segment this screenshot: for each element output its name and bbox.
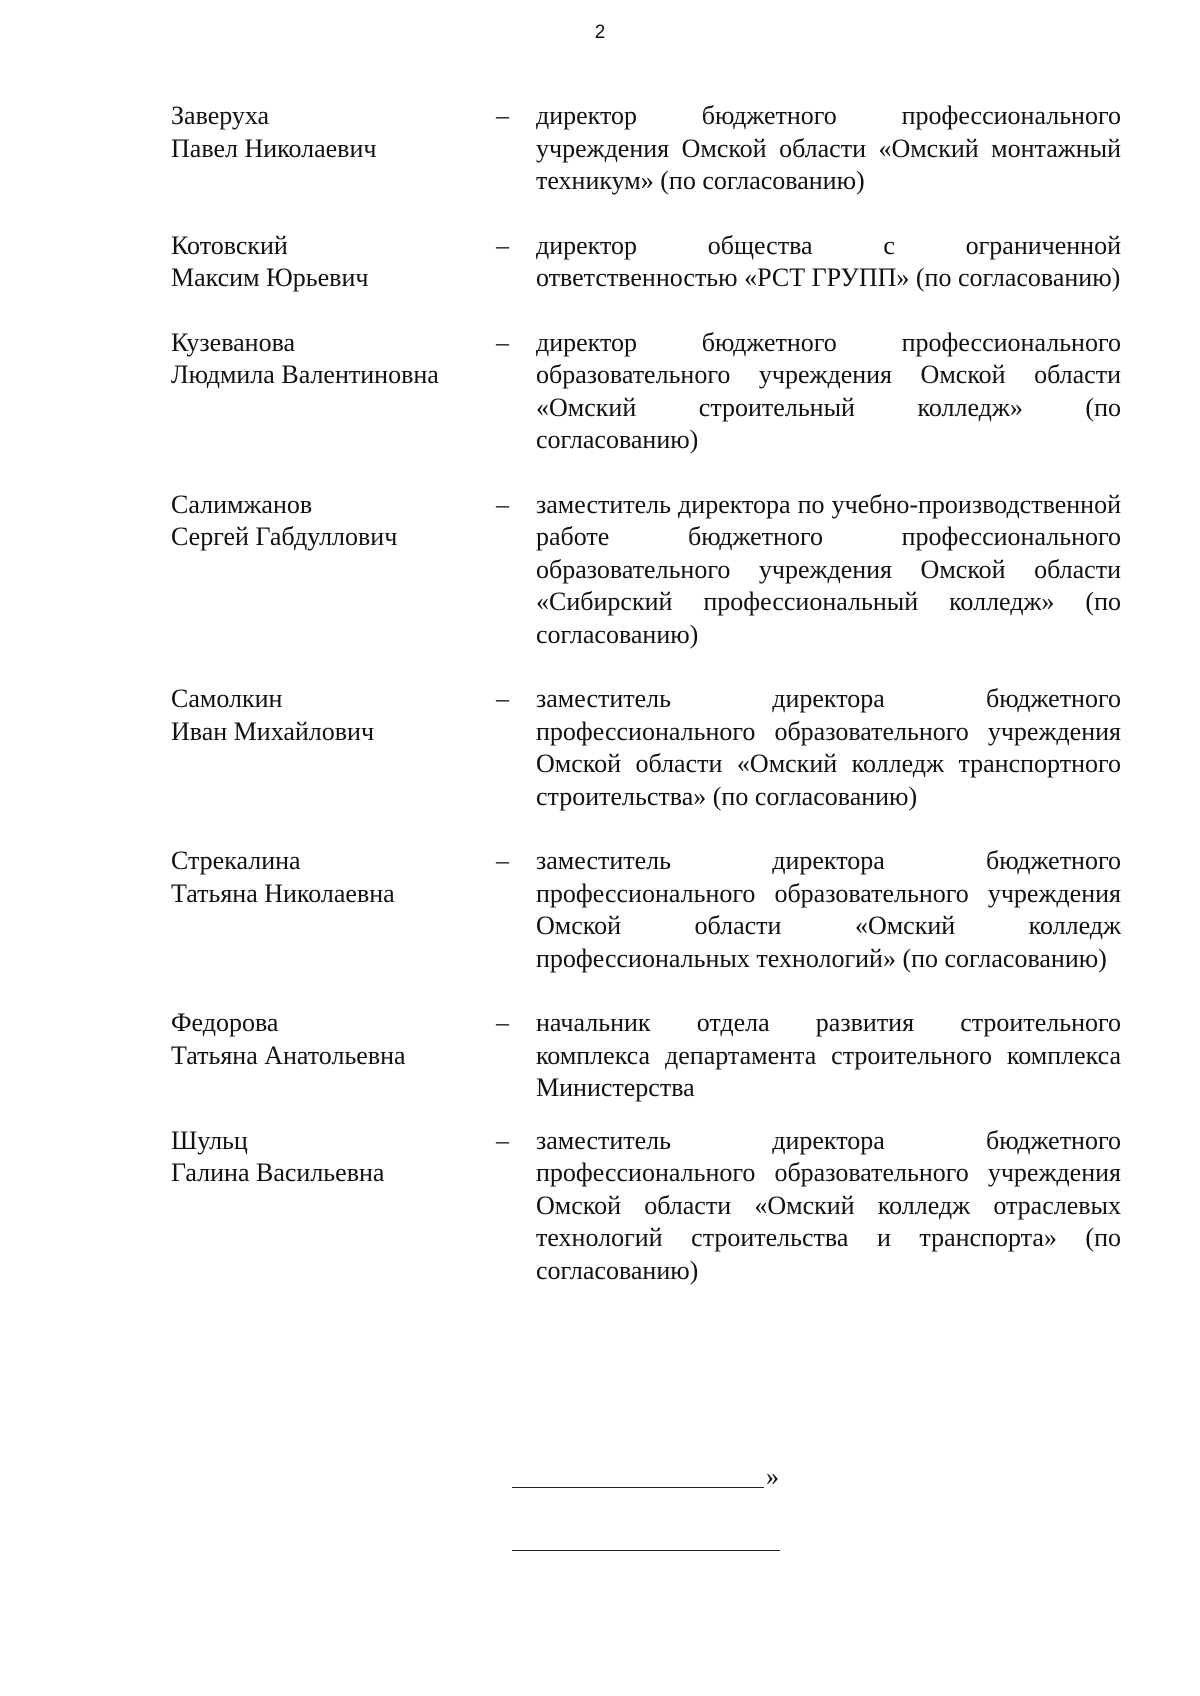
member-surname: Кузеванова <box>171 327 296 357</box>
dash-separator: – <box>496 1125 509 1155</box>
dash-separator: – <box>496 230 509 260</box>
dash-separator: – <box>496 684 509 713</box>
member-name <box>171 100 496 165</box>
member-given-name: Татьяна Николаевна <box>171 878 395 908</box>
member-surname: Федорова <box>171 1008 279 1037</box>
member-entry <box>171 683 1121 813</box>
member-entry <box>171 100 1121 198</box>
dash-separator: – <box>496 101 509 130</box>
member-position: заместитель директора по учебно-производственной работе бюджетного профессионального образовательного учреждения Омской области «Сибирский профессиональный колледж» (по согласованию) <box>536 489 1121 649</box>
commission-member-list <box>171 100 1121 1287</box>
member-name <box>171 683 496 748</box>
closing-quote-mark: » <box>766 1462 779 1491</box>
page-number: 2 <box>594 22 606 43</box>
dash-separator: – <box>496 489 509 519</box>
member-name <box>171 1125 496 1190</box>
member-surname: Заверуха <box>171 101 270 130</box>
member-name <box>171 489 496 554</box>
member-entry <box>171 1125 1121 1288</box>
member-position: заместитель директора бюджетного профессионального образовательного учреждения Омской области «Омский колледж профессиональных технологий» (по согласованию) <box>536 846 1121 973</box>
member-entry <box>171 230 1121 295</box>
closing-line <box>512 1462 782 1492</box>
member-position: директор бюджетного профессионального учреждения Омской области «Омский монтажный техникум» (по согласованию) <box>536 101 1121 195</box>
member-surname: Шульц <box>171 1125 248 1155</box>
member-position: директор общества с ограниченной ответственностью «РСТ ГРУПП» (по согласованию) <box>536 230 1121 292</box>
member-position: заместитель директора бюджетного профессионального образовательного учреждения Омской области «Омский колледж транспортного строительства» (по согласованию) <box>536 684 1121 811</box>
dash-separator: – <box>496 1008 509 1037</box>
member-entry <box>171 845 1121 975</box>
closing-underline <box>512 1487 764 1488</box>
member-given-name: Павел Николаевич <box>171 133 377 163</box>
dash-separator: – <box>496 327 509 357</box>
bottom-divider <box>512 1550 780 1551</box>
member-given-name: Галина Васильевна <box>171 1158 385 1187</box>
member-given-name: Людмила Валентиновна <box>171 360 439 389</box>
member-given-name: Сергей Габдуллович <box>171 522 398 551</box>
member-name <box>171 230 496 295</box>
member-name <box>171 327 496 392</box>
member-name <box>171 845 496 910</box>
member-surname: Самолкин <box>171 684 283 713</box>
member-name <box>171 1007 496 1072</box>
member-position: начальник отдела развития строительного комплекса департамента строительного комплекса Министерства <box>536 1008 1121 1102</box>
dash-separator: – <box>496 846 509 875</box>
member-entry <box>171 327 1121 457</box>
member-position: заместитель директора бюджетного профессионального образовательного учреждения Омской области «Омский колледж отраслевых технологий строительства и транспорта» (по согласованию) <box>536 1125 1121 1285</box>
member-given-name: Максим Юрьевич <box>171 263 369 292</box>
member-entry <box>171 1007 1121 1105</box>
member-surname: Стрекалина <box>171 846 301 875</box>
member-given-name: Татьяна Анатольевна <box>171 1040 406 1070</box>
member-surname: Салимжанов <box>171 489 313 519</box>
member-given-name: Иван Михайлович <box>171 716 375 746</box>
member-entry <box>171 489 1121 652</box>
member-position: директор бюджетного профессионального образовательного учреждения Омской области «Омский строительный колледж» (по согласованию) <box>536 327 1121 454</box>
member-surname: Котовский <box>171 230 288 260</box>
